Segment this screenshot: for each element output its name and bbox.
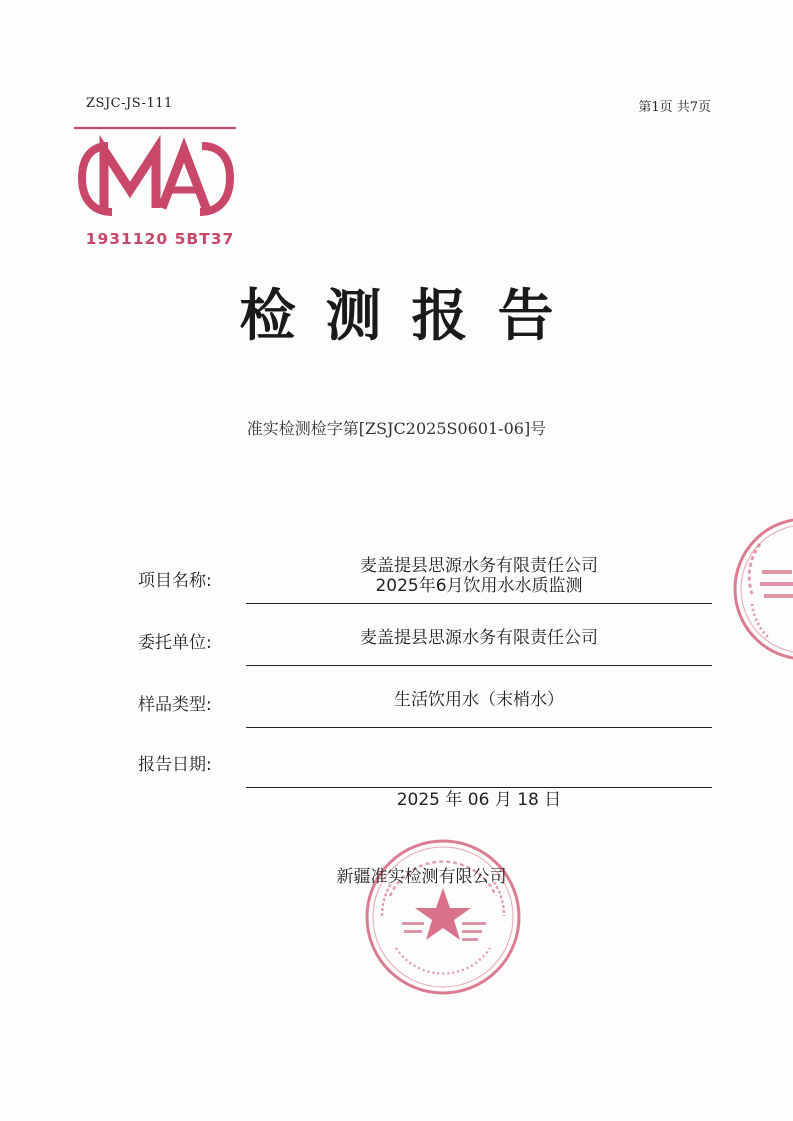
report-date-label: 报告日期: (138, 755, 212, 775)
report-date-line-1: 2025 年 06 月 18 日 (396, 790, 562, 810)
report-number: 准实检测检字第[ZSJC2025S0601-06]号 (246, 419, 547, 438)
client-underline (246, 665, 712, 666)
report-title: 检测报告 (239, 284, 584, 349)
cma-number: 1931120 5BT37 (85, 230, 235, 248)
document-code: ZSJC-JS-111 (86, 96, 173, 111)
project-name-value (246, 556, 712, 596)
sample-type-line-1: 生活饮用水（末梢水） (394, 690, 564, 710)
issuing-company: 新疆准实检测有限公司 (336, 867, 507, 887)
project-name-line-1: 麦盖提县思源水务有限责任公司 (360, 556, 598, 576)
report-date-value (246, 750, 712, 850)
project-name-underline (246, 603, 712, 604)
sample-type-value (246, 690, 712, 710)
project-name-line-2: 2025年6月饮用水水质监测 (375, 576, 583, 596)
client-line-1: 麦盖提县思源水务有限责任公司 (360, 628, 598, 648)
report-date-underline (246, 787, 712, 788)
client-label: 委托单位: (138, 633, 212, 653)
sample-type-underline (246, 727, 712, 728)
project-name-label: 项目名称: (138, 571, 212, 591)
partial-seal-icon (730, 514, 793, 664)
official-seal-icon (362, 836, 524, 998)
client-value (246, 628, 712, 648)
sample-type-label: 样品类型: (138, 695, 212, 715)
page-count: 第1页 共7页 (638, 100, 711, 115)
